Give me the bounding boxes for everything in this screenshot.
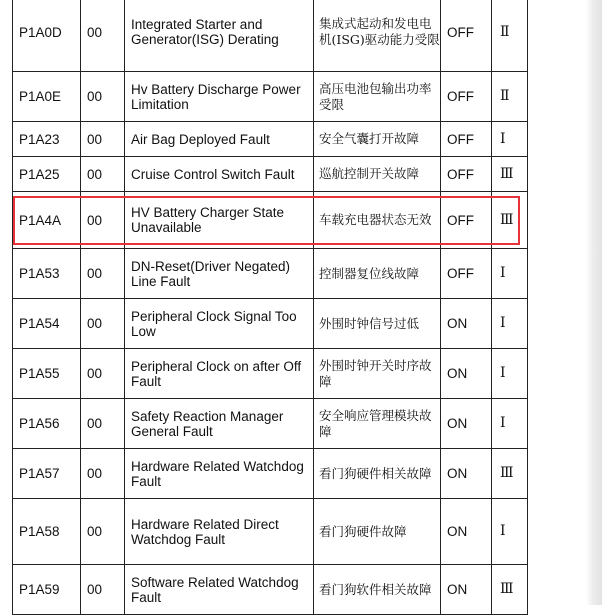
table-row [13,249,528,299]
dtc-code: P1A23 [13,122,81,157]
table-row [13,0,528,72]
table-row [13,399,528,449]
fault-description-cn: 巡航控制开关故障 [314,157,441,192]
ftb-code: 00 [81,122,125,157]
dtc-code: P1A0D [13,0,81,72]
fault-grade: Ⅲ [492,192,528,249]
table-row [13,349,528,399]
mil-status: OFF [441,249,492,299]
ftb-code: 00 [81,249,125,299]
fault-description: Software Related Watchdog Fault [125,565,314,615]
fault-grade: Ⅱ [492,72,528,122]
fault-grade: Ⅰ [492,399,528,449]
fault-description: HV Battery Charger State Unavailable [125,192,314,249]
table-row [13,565,528,615]
fault-description-cn: 集成式起动和发电电机(ISG)驱动能力受限 [314,0,441,72]
table-row [13,299,528,349]
dtc-code: P1A4A [13,192,81,249]
ftb-code: 00 [81,399,125,449]
ftb-code: 00 [81,499,125,565]
mil-status: OFF [441,157,492,192]
page-edge-shadow [586,0,602,605]
fault-grade: Ⅰ [492,299,528,349]
ftb-code: 00 [81,72,125,122]
fault-grade: Ⅰ [492,249,528,299]
dtc-code: P1A58 [13,499,81,565]
mil-status: OFF [441,72,492,122]
fault-description: DN-Reset(Driver Negated) Line Fault [125,249,314,299]
mil-status: ON [441,565,492,615]
ftb-code: 00 [81,299,125,349]
fault-grade: Ⅲ [492,449,528,499]
fault-grade: Ⅲ [492,565,528,615]
fault-description: Hv Battery Discharge Power Limitation [125,72,314,122]
table-row [13,157,528,192]
table-row [13,122,528,157]
fault-description-cn: 高压电池包输出功率受限 [314,72,441,122]
fault-grade: Ⅰ [492,122,528,157]
mil-status: ON [441,399,492,449]
dtc-code: P1A54 [13,299,81,349]
fault-description: Air Bag Deployed Fault [125,122,314,157]
fault-description-cn: 看门狗硬件相关故障 [314,449,441,499]
dtc-code: P1A56 [13,399,81,449]
ftb-code: 00 [81,565,125,615]
fault-description: Hardware Related Direct Watchdog Fault [125,499,314,565]
fault-grade: Ⅰ [492,499,528,565]
fault-grade: Ⅲ [492,157,528,192]
dtc-code: P1A59 [13,565,81,615]
ftb-code: 00 [81,192,125,249]
fault-description-cn: 车载充电器状态无效 [314,192,441,249]
dtc-table [12,0,528,615]
mil-status: ON [441,449,492,499]
mil-status: ON [441,499,492,565]
fault-description: Peripheral Clock Signal Too Low [125,299,314,349]
fault-description-cn: 控制器复位线故障 [314,249,441,299]
fault-description-cn: 安全响应管理模块故障 [314,399,441,449]
dtc-code: P1A0E [13,72,81,122]
fault-description: Integrated Starter and Generator(ISG) Derating [125,0,314,72]
mil-status: ON [441,299,492,349]
ftb-code: 00 [81,157,125,192]
dtc-code: P1A57 [13,449,81,499]
fault-description: Cruise Control Switch Fault [125,157,314,192]
fault-description-cn: 看门狗硬件故障 [314,499,441,565]
fault-description: Hardware Related Watchdog Fault [125,449,314,499]
ftb-code: 00 [81,0,125,72]
table-row [13,449,528,499]
fault-description-cn: 外围时钟开关时序故障 [314,349,441,399]
table-row [13,499,528,565]
ftb-code: 00 [81,449,125,499]
mil-status: OFF [441,122,492,157]
fault-description-cn: 看门狗软件相关故障 [314,565,441,615]
fault-grade: Ⅰ [492,349,528,399]
fault-description-cn: 外围时钟信号过低 [314,299,441,349]
table-row [13,192,528,249]
table-row [13,72,528,122]
fault-description: Safety Reaction Manager General Fault [125,399,314,449]
dtc-code: P1A53 [13,249,81,299]
dtc-code: P1A25 [13,157,81,192]
fault-grade: Ⅱ [492,0,528,72]
mil-status: OFF [441,0,492,72]
dtc-code: P1A55 [13,349,81,399]
mil-status: ON [441,349,492,399]
ftb-code: 00 [81,349,125,399]
fault-description: Peripheral Clock on after Off Fault [125,349,314,399]
mil-status: OFF [441,192,492,249]
fault-description-cn: 安全气囊打开故障 [314,122,441,157]
